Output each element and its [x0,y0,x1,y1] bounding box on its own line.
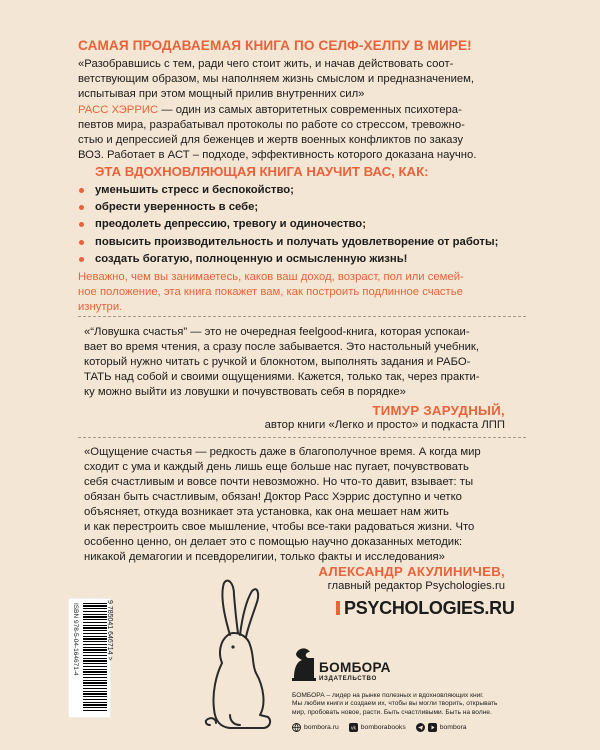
dashed-divider [78,316,526,317]
telegram-icon [416,723,425,732]
author-bio-line: стью и депрессией для беженцев и жертв военных конфликтов по заказу [78,134,464,146]
review-line: объясняет, откуда возникает эта установка, как она мешает нам жить [84,506,449,518]
promise-text [78,270,528,315]
review-author-1 [265,403,505,433]
globe-icon [292,723,301,732]
list-item-text: повысить производительность и получать удовлетворение от работы; [95,235,499,248]
list-item [78,216,538,233]
bullets-heading: ЭТА ВДОХНОВЛЯЮЩАЯ КНИГА НАУЧИТ ВАС, КАК: [95,164,429,179]
contact-social-1 [349,723,406,732]
video-icon [428,723,437,732]
review-line: и как перестроить свое мышление, чтобы все-таки радоваться жизни. Что [84,521,475,533]
review-line: вает во время чтения, а сразу после забывается. Это настольный учебник, [84,341,479,353]
promise-line: изнутри. [78,301,123,313]
bullet-dot-icon [79,222,84,227]
contact-text: bomborabooks [360,724,406,731]
logo-accent-bar [336,601,340,615]
barcode-digits: 9 785041 646714 > [106,600,113,661]
publisher-tagline: ИЗДАТЕЛЬСТВО [319,675,377,682]
review-author-name: АЛЕКСАНДР АКУЛИНИЧЕВ, [318,564,505,579]
list-item [78,234,538,251]
publisher-note-line: БОМБОРА – лидер на рынке полезных и вдохновляющих книг. [292,692,484,699]
bullet-dot-icon [79,240,84,245]
author-bio-text: — один из самых авторитетных современных психотера- [158,104,462,116]
review-author-2 [318,564,505,594]
intro-line: ветствующим образом, мы наполняем жизнь смыслом и предназначением, [78,73,475,85]
bullet-dot-icon [79,188,84,193]
review-line: особенно ценно, он делает это с помощью научно доказанных методик: [84,536,463,548]
review-quote-2 [84,445,529,565]
publisher-contacts [292,723,562,732]
isbn-text: ISBN 978-5-04-164671-4 [72,603,79,676]
review-quote-1 [84,325,529,400]
review-author-name: ТИМУР ЗАРУДНЫЙ, [372,403,505,418]
review-line: обязан быть счастливым, обязан! Доктор Расс Хэррис доступно и четко [84,491,462,503]
author-bio-line [78,103,528,118]
intro-line: испытывая при этом мощный прилив внутренних сил» [78,88,365,100]
author-bio-line: ВОЗ. Работает в АСТ – подходе, эффективность которого доказана научно. [78,149,477,161]
list-item [78,199,538,216]
bullet-dot-icon [79,257,84,262]
bullet-dot-icon [79,205,84,210]
review-line: себя счастливым и вовсе почти невозможно. Но что-то давит, взывает: ты [84,476,474,488]
list-item [78,182,538,199]
rabbit-illustration [190,575,285,735]
publisher-note-line: мир, пробовать новое, расти. Быть счастливыми. Быть на волне. [292,708,492,716]
promise-line: Неважно, чем вы занимаетесь, каков ваш доход, возраст, пол или семей- [78,271,464,283]
psychologies-logo-text: PSYCHOLOGIES.RU [344,598,515,618]
promise-line: ное положение, эта книга покажет вам, как построить подлинное счастье [78,286,463,298]
review-line: «Ощущение счастья — редкость даже в благополучное время. А когда мир [84,446,481,458]
review-line: который нужно читать с ручкой и блокнотом, выполнять задания и РАБО- [84,356,471,368]
review-line: ку можно выйти из ловушки и почувствовать себя в порядке» [84,386,406,398]
review-author-role: главный редактор Psychologies.ru [327,580,505,592]
list-item [78,251,538,268]
author-bio [78,103,528,163]
list-item-text: преодолеть депрессию, тревогу и одиночество; [95,218,366,231]
publisher-note [292,692,532,717]
author-bio-line: певтов мира, разрабатывал протоколы по работе со стрессом, тревожно- [78,119,465,131]
review-line: «“Ловушка счастья” — это не очередная feelgood-книга, которая успокаи- [84,326,470,338]
contact-social-2 [416,723,467,732]
contact-text: bombora.ru [304,724,339,731]
benefits-list [78,182,538,268]
review-line: никакой демагогии и псевдорелигии, только факты и исследования» [84,551,445,563]
author-bio-name: РАСС ХЭРРИС [78,104,159,116]
intro-quote [78,57,528,102]
psychologies-logo [336,598,515,619]
contact-text: bombora [439,724,467,731]
headline: САМАЯ ПРОДАВАЕМАЯ КНИГА ПО СЕЛФ-ХЕЛПУ В МИРЕ! [78,38,472,53]
publisher-name: БОМБОРА [319,660,391,675]
publisher-note-line: Мы любим книги и создаем их, чтобы вы могли творить, открывать [292,700,498,708]
dashed-divider [78,437,526,438]
rabbit-eye [231,645,234,648]
list-item-text: уменьшить стресс и беспокойство; [95,184,294,196]
svg-text:vk: vk [350,725,356,732]
review-line: сходит с ума и каждый день лишь еще больше нас пугает, почувствовать [84,461,469,473]
intro-line: «Разобравшись с тем, ради чего стоит жить, и начав действовать соот- [78,58,454,70]
list-item-text: создать богатую, полноценную и осмысленную жизнь! [95,252,408,265]
review-author-role: автор книги «Легко и просто» и подкаста ЛПП [264,419,505,431]
vk-icon [349,723,358,732]
contact-website [292,723,339,732]
list-item-text: обрести уверенность в себе; [95,201,259,214]
review-line: ТАТЬ над собой и своими ощущениями. Кажется, только так, через практи- [84,371,480,383]
